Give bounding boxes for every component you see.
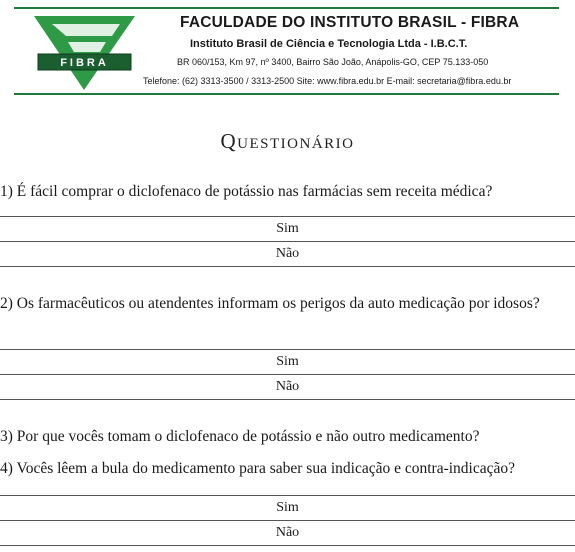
option-nao[interactable]: Não bbox=[0, 520, 575, 546]
company-name: Instituto Brasil de Ciência e Tecnologia Ltda - I.B.C.T. bbox=[190, 38, 468, 50]
header-top-rule bbox=[14, 7, 559, 9]
contact-info: Telefone: (62) 3313-3500 / 3313-2500 Site: www.fibra.edu.br E-mail: secretaria@fibra.edu.br bbox=[143, 76, 512, 86]
address: BR 060/153, Km 97, nº 3400, Bairro São João, Anápolis-GO, CEP 75.133-050 bbox=[177, 57, 489, 67]
logo-text: FIBRA bbox=[60, 57, 109, 69]
option-sim[interactable]: Sim bbox=[0, 495, 575, 520]
question-2-options bbox=[0, 349, 575, 400]
header-bottom-rule bbox=[14, 93, 559, 95]
fibra-logo bbox=[32, 14, 137, 92]
question-1: 1) É fácil comprar o diclofenaco de potássio nas farmácias sem receita médica? bbox=[0, 183, 493, 200]
option-sim[interactable]: Sim bbox=[0, 216, 575, 241]
option-nao[interactable]: Não bbox=[0, 241, 575, 267]
page-title: Questionário bbox=[220, 129, 355, 153]
question-1-options bbox=[0, 216, 575, 267]
option-nao[interactable]: Não bbox=[0, 374, 575, 400]
question-2: 2) Os farmacêuticos ou atendentes informam os perigos da auto medicação por idosos? bbox=[0, 295, 540, 312]
question-4: 4) Vocês lêem a bula do medicamento para saber sua indicação e contra-indicação? bbox=[0, 460, 515, 477]
question-3: 3) Por que vocês tomam o diclofenaco de potássio e não outro medicamento? bbox=[0, 428, 480, 445]
logo-stripe-mid bbox=[68, 42, 106, 52]
question-4-options bbox=[0, 495, 575, 546]
letterhead bbox=[14, 6, 559, 96]
option-sim[interactable]: Sim bbox=[0, 349, 575, 374]
institution-name: FACULDADE DO INSTITUTO BRASIL - FIBRA bbox=[180, 14, 520, 31]
